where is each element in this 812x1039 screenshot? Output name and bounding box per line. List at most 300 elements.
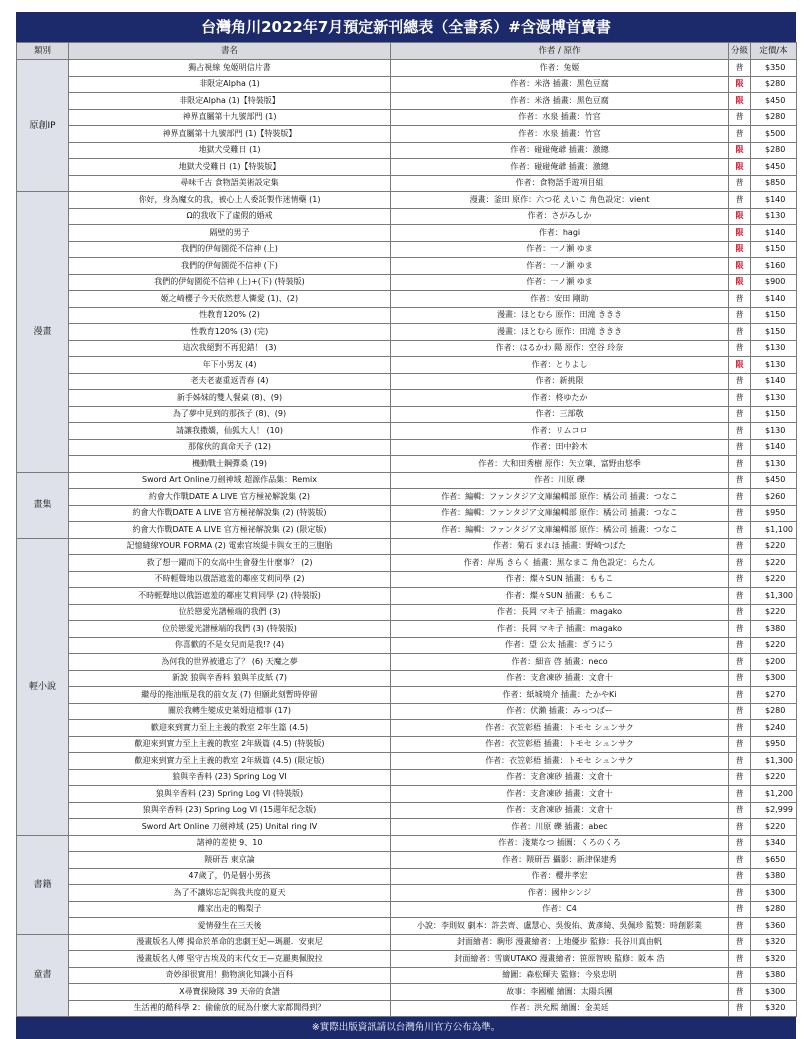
book-title-cell: 愛情發生在三天後	[69, 918, 391, 935]
book-title-cell: 歡迎來到實力至上主義的教室 2年級篇 (4.5) (特裝版)	[69, 736, 391, 753]
book-title-cell: 狼與辛香料 (23) Spring Log VI (特裝版)	[69, 786, 391, 803]
table-row	[17, 670, 797, 687]
author-cell: 繪圖：森松輝夫 監修：今泉忠明	[391, 967, 729, 984]
rating-cell: 普	[729, 703, 751, 720]
table-row	[17, 522, 797, 539]
book-title-cell: 我們的伊甸園從不信神 (上)	[69, 241, 391, 258]
price-cell: $240	[751, 720, 797, 737]
price-cell: $300	[751, 885, 797, 902]
price-cell: $450	[751, 472, 797, 489]
book-title-cell: 約會大作戰DATE A LIVE 官方極祕解說集 (2) (限定版)	[69, 522, 391, 539]
rating-cell: 限	[729, 241, 751, 258]
rating-cell: 普	[729, 868, 751, 885]
rating-cell: 普	[729, 291, 751, 308]
book-title-cell: 老夫老妻重返青春 (4)	[69, 373, 391, 390]
table-row	[17, 439, 797, 456]
price-cell: $140	[751, 225, 797, 242]
author-cell: 作者：長岡 マキ子 插畫：magako	[391, 621, 729, 638]
author-cell: 作者：國仲シンジ	[391, 885, 729, 902]
author-cell: 作者：C4	[391, 901, 729, 918]
table-row	[17, 208, 797, 225]
rating-cell: 普	[729, 621, 751, 638]
book-title-cell: 記憶縫線YOUR FORMA (2) 電索官埃緹卡與女王的三胞胎	[69, 538, 391, 555]
rating-cell: 限	[729, 274, 751, 291]
rating-cell: 普	[729, 967, 751, 984]
rating-cell: 普	[729, 538, 751, 555]
price-cell: $160	[751, 258, 797, 275]
author-cell: 作者：燦々SUN 插畫：ももこ	[391, 588, 729, 605]
rating-cell: 普	[729, 439, 751, 456]
author-cell: 漫畫：釜田 原作：六つ花 えいこ 角色設定：vient	[391, 192, 729, 209]
book-title-cell: 神界直屬第十九號部門 (1)【特裝版】	[69, 126, 391, 143]
author-cell: 作者：支倉凍砂 插畫：文倉十	[391, 802, 729, 819]
author-cell: 作者：水泉 插畫：竹官	[391, 126, 729, 143]
footer-note: ※實際出版資訊請以台灣角川官方公布為準。	[16, 1017, 796, 1039]
book-title-cell: 非限定Alpha (1)【特裝版】	[69, 93, 391, 110]
rating-cell: 普	[729, 786, 751, 803]
sheet-title: 台灣角川2022年7月預定新刊總表（全書系）#含漫博首賣書	[16, 12, 796, 42]
author-cell: 作者：一ノ瀬 ゆま	[391, 241, 729, 258]
rating-cell: 普	[729, 324, 751, 341]
book-title-cell: 狼與辛香料 (23) Spring Log VI	[69, 769, 391, 786]
book-title-cell: 姬之崎櫻子今天依然惹人憐愛 (1)、(2)	[69, 291, 391, 308]
book-title-cell: 為何我的世界被遺忘了？ (6) 天魔之夢	[69, 654, 391, 671]
price-cell: $130	[751, 340, 797, 357]
price-cell: $450	[751, 159, 797, 176]
author-cell: 作者：兔姬	[391, 60, 729, 77]
table-row	[17, 687, 797, 704]
rating-cell: 普	[729, 637, 751, 654]
book-title-cell: 諸神的差使 9、10	[69, 835, 391, 852]
author-cell: 作者：柊ゆたか	[391, 390, 729, 407]
price-cell: $1,200	[751, 786, 797, 803]
author-cell: 作者：大和田秀樹 原作：矢立肇、富野由悠季	[391, 456, 729, 473]
rating-cell: 普	[729, 588, 751, 605]
table-row	[17, 373, 797, 390]
table-row	[17, 802, 797, 819]
author-cell: 作者：碰碰俺爺 插畫：激總	[391, 159, 729, 176]
rating-cell: 限	[729, 76, 751, 93]
rating-cell: 普	[729, 835, 751, 852]
book-title-cell: X尋寶探險隊 39 天帝的食譜	[69, 984, 391, 1001]
book-title-cell: 救了想一躍而下的女高中生會發生什麼事？ (2)	[69, 555, 391, 572]
book-title-cell: 離家出走的鴨梨子	[69, 901, 391, 918]
book-title-cell: 歡迎來到實力至上主義的教室 2年生篇 (4.5)	[69, 720, 391, 737]
table-row	[17, 340, 797, 357]
table-row	[17, 703, 797, 720]
author-cell: 作者：リムコロ	[391, 423, 729, 440]
book-title-cell: 尋味千古 食物語美術設定集	[69, 175, 391, 192]
rating-cell: 普	[729, 736, 751, 753]
price-cell: $450	[751, 93, 797, 110]
price-cell: $950	[751, 736, 797, 753]
author-cell: 作者：三部敬	[391, 406, 729, 423]
author-cell: 作者：燦々SUN 插畫：ももこ	[391, 571, 729, 588]
table-row	[17, 505, 797, 522]
author-cell: 作者：一ノ瀬 ゆま	[391, 274, 729, 291]
table-row	[17, 934, 797, 951]
table-row	[17, 241, 797, 258]
table-row	[17, 274, 797, 291]
table-row	[17, 225, 797, 242]
rating-cell: 普	[729, 456, 751, 473]
table-header-row	[17, 43, 797, 60]
book-title-cell: 年下小男友 (4)	[69, 357, 391, 374]
price-cell: $140	[751, 291, 797, 308]
header-category: 類別	[17, 43, 69, 60]
author-cell: 作者：望 公太 插畫：ぎうにう	[391, 637, 729, 654]
rating-cell: 限	[729, 357, 751, 374]
price-cell: $270	[751, 687, 797, 704]
author-cell: 作者：衣笠彰梧 插畫：トモセ シュンサク	[391, 753, 729, 770]
author-cell: 作者：米洛 插畫：黑色豆腐	[391, 93, 729, 110]
rating-cell: 普	[729, 522, 751, 539]
price-cell: $320	[751, 951, 797, 968]
price-cell: $850	[751, 175, 797, 192]
book-title-cell: 隔壁的男子	[69, 225, 391, 242]
table-row	[17, 175, 797, 192]
author-cell: 封面繪者：雪廣UTAKO 漫畫繪者：笹原智映 監修：阪本 浩	[391, 951, 729, 968]
price-cell: $380	[751, 868, 797, 885]
table-row	[17, 868, 797, 885]
table-row	[17, 571, 797, 588]
rating-cell: 普	[729, 489, 751, 506]
book-title-cell: 47歲了，仍是個小男孩	[69, 868, 391, 885]
rating-cell: 普	[729, 60, 751, 77]
rating-cell: 普	[729, 109, 751, 126]
price-cell: $220	[751, 555, 797, 572]
book-title-cell: 這次我絕對不再犯錯！ (3)	[69, 340, 391, 357]
rating-cell: 普	[729, 852, 751, 869]
author-cell: 作者：hagi	[391, 225, 729, 242]
category-cell: 漫畫	[17, 192, 69, 473]
table-row	[17, 835, 797, 852]
table-row	[17, 76, 797, 93]
table-row	[17, 654, 797, 671]
book-title-cell: 位於戀愛光譜極端的我們 (3)	[69, 604, 391, 621]
table-row	[17, 489, 797, 506]
book-title-cell: Ω的我收下了虛假的婚戒	[69, 208, 391, 225]
price-cell: $260	[751, 489, 797, 506]
author-cell: 作者：淺葉なつ 插圖：くろのくろ	[391, 835, 729, 852]
rating-cell: 普	[729, 390, 751, 407]
book-title-cell: 地獄犬受難日 (1)	[69, 142, 391, 159]
rating-cell: 限	[729, 208, 751, 225]
rating-cell: 普	[729, 373, 751, 390]
price-cell: $650	[751, 852, 797, 869]
rating-cell: 限	[729, 225, 751, 242]
author-cell: 作者：川原 礫 插畫：abec	[391, 819, 729, 836]
price-cell: $140	[751, 192, 797, 209]
author-cell: 作者：長岡 マキ子 插畫：magako	[391, 604, 729, 621]
book-title-cell: 不時輕聲地以俄語遮羞的鄰座艾莉同學 (2) (特裝版)	[69, 588, 391, 605]
rating-cell: 限	[729, 142, 751, 159]
table-row	[17, 967, 797, 984]
rating-cell: 普	[729, 126, 751, 143]
price-cell: $900	[751, 274, 797, 291]
book-title-cell: 性教育120% (2)	[69, 307, 391, 324]
book-title-cell: 機動戰士鋼彈桑 (19)	[69, 456, 391, 473]
table-row	[17, 159, 797, 176]
price-cell: $200	[751, 654, 797, 671]
header-rating: 分級	[729, 43, 751, 60]
book-title-cell: 位於戀愛光譜極端的我們 (3) (特裝版)	[69, 621, 391, 638]
rating-cell: 普	[729, 720, 751, 737]
book-title-cell: 神界直屬第十九號部門 (1)	[69, 109, 391, 126]
table-row	[17, 258, 797, 275]
price-cell: $220	[751, 538, 797, 555]
category-cell: 原創IP	[17, 60, 69, 192]
book-title-cell: 你喜歡的不是女兒而是我!? (4)	[69, 637, 391, 654]
author-cell: 作者：さがみしか	[391, 208, 729, 225]
book-title-cell: 非限定Alpha (1)	[69, 76, 391, 93]
price-cell: $340	[751, 835, 797, 852]
price-cell: $150	[751, 307, 797, 324]
price-cell: $500	[751, 126, 797, 143]
book-title-cell: 約會大作戰DATE A LIVE 官方極祕解說集 (2) (特裝版)	[69, 505, 391, 522]
price-cell: $280	[751, 109, 797, 126]
table-row	[17, 637, 797, 654]
category-cell: 童書	[17, 934, 69, 1017]
rating-cell: 普	[729, 654, 751, 671]
book-title-cell: 漫畫版名人傳 揭命於革命的悲劇王妃—瑪麗．安東尼	[69, 934, 391, 951]
author-cell: 作者：櫻井孝宏	[391, 868, 729, 885]
price-cell: $140	[751, 439, 797, 456]
author-cell: 作者：支倉凍砂 插畫：文倉十	[391, 769, 729, 786]
book-title-cell: 為了夢中見到的那孩子 (8)、(9)	[69, 406, 391, 423]
author-cell: 作者：編輯：ファンタジア文庫編輯部 原作：橘公司 插畫：つなこ	[391, 505, 729, 522]
book-title-cell: 獨占視線 兔姬明信片書	[69, 60, 391, 77]
table-row	[17, 901, 797, 918]
release-table	[16, 42, 797, 1017]
rating-cell: 普	[729, 984, 751, 1001]
table-row	[17, 786, 797, 803]
price-cell: $220	[751, 637, 797, 654]
price-cell: $150	[751, 324, 797, 341]
book-title-cell: 新手姊妹的雙人餐桌 (8)、(9)	[69, 390, 391, 407]
table-row	[17, 538, 797, 555]
author-cell: 作者：支倉凍砂 插畫：文倉十	[391, 786, 729, 803]
rating-cell: 普	[729, 885, 751, 902]
book-title-cell: 地獄犬受難日 (1)【特裝版】	[69, 159, 391, 176]
price-cell: $380	[751, 621, 797, 638]
book-title-cell: 狼與辛香料 (23) Spring Log VI (15週年紀念版)	[69, 802, 391, 819]
rating-cell: 普	[729, 670, 751, 687]
author-cell: 作者：編輯：ファンタジア文庫編輯部 原作：橘公司 插畫：つなこ	[391, 522, 729, 539]
rating-cell: 普	[729, 901, 751, 918]
book-title-cell: 生活裡的酷科學 2：偷偷放的屁為什麼大家都聞得到？	[69, 1000, 391, 1017]
category-cell: 輕小說	[17, 538, 69, 835]
author-cell: 小說：李則奴 劇本：許芸齊、盧慧心、吳俊佑、黃彥綺、吳佩珍 監製：時創影業	[391, 918, 729, 935]
author-cell: 作者：新挑限	[391, 373, 729, 390]
author-cell: 作者：洪允熙 繪圖：金美廷	[391, 1000, 729, 1017]
table-row	[17, 423, 797, 440]
price-cell: $220	[751, 571, 797, 588]
rating-cell: 普	[729, 753, 751, 770]
rating-cell: 普	[729, 175, 751, 192]
table-row	[17, 951, 797, 968]
author-cell: 漫畫：ほとむら 原作：田滝 ききき	[391, 307, 729, 324]
author-cell: 作者：紙城境介 插畫：たかやKi	[391, 687, 729, 704]
price-cell: $300	[751, 670, 797, 687]
author-cell: 作者：支倉凍砂 插畫：文倉十	[391, 670, 729, 687]
book-title-cell: 我們的伊甸園從不信神 (下)	[69, 258, 391, 275]
table-body	[17, 60, 797, 1017]
rating-cell: 普	[729, 505, 751, 522]
author-cell: 作者：岸馬 きらく 插畫：黒なまこ 角色設定：らたん	[391, 555, 729, 572]
book-title-cell: 不時輕聲地以俄語遮羞的鄰座艾莉同學 (2)	[69, 571, 391, 588]
price-cell: $130	[751, 456, 797, 473]
price-cell: $1,300	[751, 588, 797, 605]
category-cell: 畫集	[17, 472, 69, 538]
price-cell: $1,300	[751, 753, 797, 770]
rating-cell: 普	[729, 802, 751, 819]
price-cell: $1,100	[751, 522, 797, 539]
rating-cell: 普	[729, 406, 751, 423]
rating-cell: 限	[729, 258, 751, 275]
book-title-cell: 約會大作戰DATE A LIVE 官方極祕解說集 (2)	[69, 489, 391, 506]
table-row	[17, 324, 797, 341]
book-title-cell: 隈研吾 東京論	[69, 852, 391, 869]
price-cell: $280	[751, 901, 797, 918]
price-cell: $280	[751, 142, 797, 159]
table-row	[17, 621, 797, 638]
author-cell: 作者：はるかわ 陽 原作：空谷 玲奈	[391, 340, 729, 357]
book-title-cell: 漫畫版名人傳 堅守古埃及的末代女王—克麗奧佩脫拉	[69, 951, 391, 968]
rating-cell: 普	[729, 192, 751, 209]
book-title-cell: 為了不讓妳忘記與我共度的夏天	[69, 885, 391, 902]
header-title: 書名	[69, 43, 391, 60]
price-cell: $220	[751, 819, 797, 836]
price-cell: $350	[751, 60, 797, 77]
author-cell: 作者：碰碰俺爺 插畫：激總	[391, 142, 729, 159]
author-cell: 作者：衣笠彰梧 插畫：トモセ シュンサク	[391, 720, 729, 737]
table-row	[17, 769, 797, 786]
author-cell: 作者：細音 啓 插畫：neco	[391, 654, 729, 671]
price-cell: $950	[751, 505, 797, 522]
book-title-cell: 奇妙卻很實用！動物演化知識小百科	[69, 967, 391, 984]
author-cell: 故事：李國權 繪圖：太陽兵團	[391, 984, 729, 1001]
rating-cell: 普	[729, 555, 751, 572]
table-row	[17, 555, 797, 572]
table-row	[17, 753, 797, 770]
release-sheet	[16, 12, 796, 1039]
table-row	[17, 390, 797, 407]
table-row	[17, 406, 797, 423]
author-cell: 作者：田中鈴木	[391, 439, 729, 456]
price-cell: $220	[751, 604, 797, 621]
table-row	[17, 588, 797, 605]
author-cell: 作者：菊石 まれほ 插畫：野崎つばた	[391, 538, 729, 555]
table-row	[17, 736, 797, 753]
price-cell: $300	[751, 984, 797, 1001]
price-cell: $150	[751, 406, 797, 423]
table-row	[17, 819, 797, 836]
price-cell: $130	[751, 390, 797, 407]
rating-cell: 限	[729, 159, 751, 176]
rating-cell: 普	[729, 472, 751, 489]
book-title-cell: 那傢伙的真命天子 (12)	[69, 439, 391, 456]
price-cell: $280	[751, 703, 797, 720]
table-row	[17, 142, 797, 159]
price-cell: $320	[751, 934, 797, 951]
rating-cell: 普	[729, 604, 751, 621]
book-title-cell: 性教育120% (3) (完)	[69, 324, 391, 341]
table-row	[17, 852, 797, 869]
table-row	[17, 291, 797, 308]
rating-cell: 普	[729, 571, 751, 588]
book-title-cell: 歡迎來到實力至上主義的教室 2年級篇 (4.5) (限定版)	[69, 753, 391, 770]
author-cell: 漫畫：ほとむら 原作：田滝 ききき	[391, 324, 729, 341]
book-title-cell: 我們的伊甸園從不信神 (上)+(下) (特裝版)	[69, 274, 391, 291]
price-cell: $320	[751, 1000, 797, 1017]
price-cell: $130	[751, 208, 797, 225]
rating-cell: 普	[729, 1000, 751, 1017]
table-row	[17, 109, 797, 126]
author-cell: 作者：伏瀨 插畫：みっつばー	[391, 703, 729, 720]
author-cell: 作者：水泉 插畫：竹官	[391, 109, 729, 126]
author-cell: 作者：一ノ瀬 ゆま	[391, 258, 729, 275]
table-row	[17, 60, 797, 77]
book-title-cell: 你好，身為魔女的我，被心上人委託製作迷情藥 (1)	[69, 192, 391, 209]
rating-cell: 限	[729, 93, 751, 110]
book-title-cell: Sword Art Online刀劍神域 超源作品集：Remix	[69, 472, 391, 489]
author-cell: 作者：隈研吾 攝影：新津保建秀	[391, 852, 729, 869]
table-row	[17, 918, 797, 935]
price-cell: $380	[751, 967, 797, 984]
table-row	[17, 456, 797, 473]
price-cell: $150	[751, 241, 797, 258]
author-cell: 封面繪者：駒形 漫畫繪者：上地優步 監修：長谷川真由帆	[391, 934, 729, 951]
author-cell: 作者：とりよし	[391, 357, 729, 374]
table-row	[17, 472, 797, 489]
rating-cell: 普	[729, 769, 751, 786]
table-row	[17, 93, 797, 110]
table-row	[17, 1000, 797, 1017]
table-row	[17, 307, 797, 324]
table-row	[17, 192, 797, 209]
book-title-cell: Sword Art Online 刀劍神域 (25) Unital ring IV	[69, 819, 391, 836]
author-cell: 作者：編輯：ファンタジア文庫編輯部 原作：橘公司 插畫：つなこ	[391, 489, 729, 506]
author-cell: 作者：米洛 插畫：黑色豆腐	[391, 76, 729, 93]
table-row	[17, 357, 797, 374]
header-price: 定價/本	[751, 43, 797, 60]
price-cell: $130	[751, 357, 797, 374]
table-row	[17, 126, 797, 143]
book-title-cell: 請讓我撒嬌，仙狐大人！ (10)	[69, 423, 391, 440]
price-cell: $360	[751, 918, 797, 935]
header-author: 作者 / 原作	[391, 43, 729, 60]
author-cell: 作者：食物語手遊項目組	[391, 175, 729, 192]
rating-cell: 普	[729, 340, 751, 357]
author-cell: 作者：衣笠彰梧 插畫：トモセ シュンサク	[391, 736, 729, 753]
book-title-cell: 關於我轉生變成史萊姆這檔事 (17)	[69, 703, 391, 720]
table-row	[17, 604, 797, 621]
price-cell: $2,999	[751, 802, 797, 819]
book-title-cell: 繼母的拖油瓶是我的前女友 (7) 但願此刻暫時停留	[69, 687, 391, 704]
table-row	[17, 720, 797, 737]
rating-cell: 普	[729, 307, 751, 324]
price-cell: $130	[751, 423, 797, 440]
rating-cell: 普	[729, 423, 751, 440]
price-cell: $280	[751, 76, 797, 93]
table-row	[17, 984, 797, 1001]
price-cell: $140	[751, 373, 797, 390]
author-cell: 作者：安田 剛助	[391, 291, 729, 308]
rating-cell: 普	[729, 819, 751, 836]
rating-cell: 普	[729, 951, 751, 968]
rating-cell: 普	[729, 918, 751, 935]
